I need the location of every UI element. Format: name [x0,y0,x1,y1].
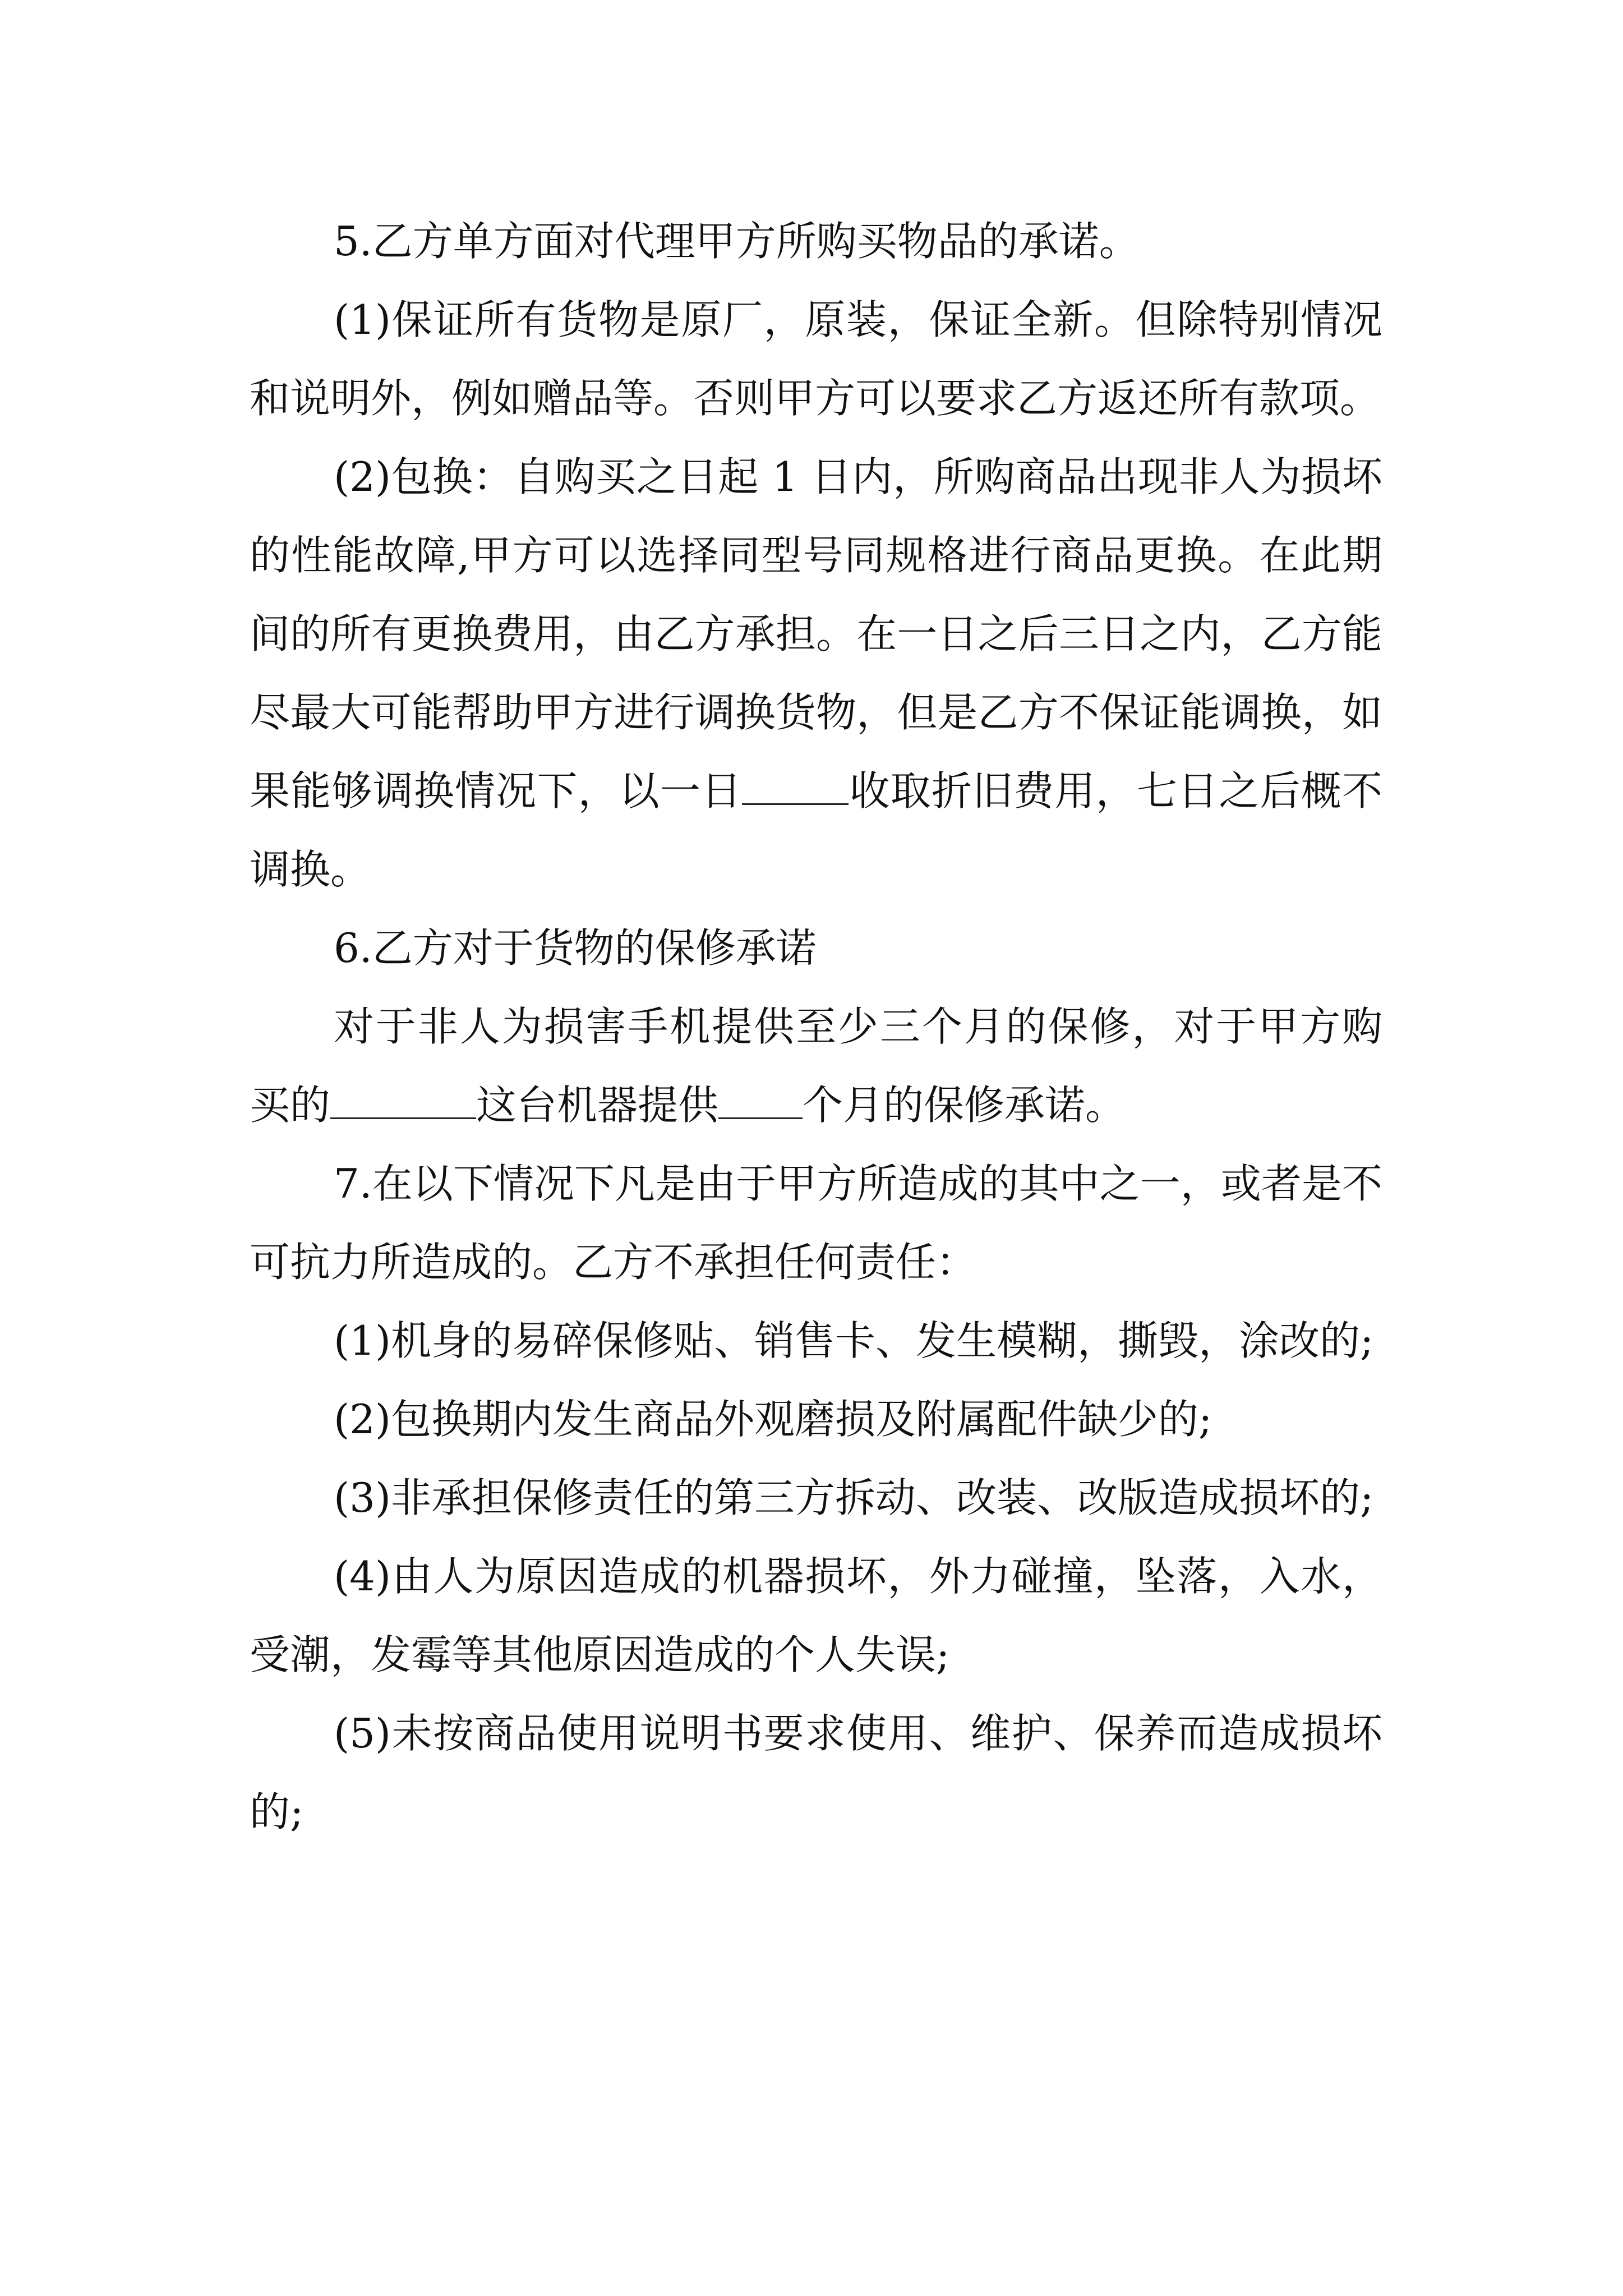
clause-6-text-a: 对于非人为损害手机提供至少三个月的保修，对于甲方购买的 [250,1003,1382,1129]
clause-6-body [250,987,1382,1144]
clause-7-item-3: (3)非承担保修责任的第三方拆动、改装、改版造成损坏的; [334,1474,1374,1521]
warranty-months-blank [718,1084,803,1119]
clause-7-item-4: (4)由人为原因造成的机器损坏，外力碰撞，坠落，入水，受潮，发霉等其他原因造成的个人失误; [250,1553,1382,1678]
clause-7-item-5: (5)未按商品使用说明书要求使用、维护、保养而造成损坏的; [250,1710,1382,1835]
depreciation-blank [742,770,849,805]
clause-7-item-1: (1)机身的易碎保修贴、销售卡、发生模糊，撕毁，涂改的; [334,1317,1374,1364]
clause-5-item-2-text-b: 收取折旧费用，七日之后概不调换。 [250,767,1382,893]
clause-7-heading: 7.在以下情况下凡是由于甲方所造成的其中之一，或者是不可抗力所造成的。乙方不承担任何责任： [250,1160,1382,1286]
clause-5-item-2 [250,438,1382,909]
device-model-blank [330,1084,476,1119]
clause-5-item-2-text-a: (2)包换：自购买之日起 1 日内，所购商品出现非人为损坏的性能故障,甲方可以选择同型号同规格进行商品更换。在此期间的所有更换费用，由乙方承担。在一日之后三日之内，乙方能尽最大可能帮助甲方进行调换货物，但是乙方不保证能调换，如果能够调换情况下，以一日 [250,453,1382,815]
clause-6-heading: 6.乙方对于货物的保修承诺 [334,924,817,972]
clause-6-text-c: 个月的保修承诺。 [803,1082,1126,1129]
document-page [250,202,1382,1851]
clause-7-item-2: (2)包换期内发生商品外观磨损及附属配件缺少的; [334,1396,1212,1443]
clause-5-item-1: (1)保证所有货物是原厂，原装，保证全新。但除特别情况和说明外，例如赠品等。否则甲方可以要求乙方返还所有款项。 [250,296,1382,422]
clause-6-text-b: 这台机器提供 [476,1082,719,1129]
clause-5-heading: 5.乙方单方面对代理甲方所购买物品的承诺。 [334,218,1140,265]
